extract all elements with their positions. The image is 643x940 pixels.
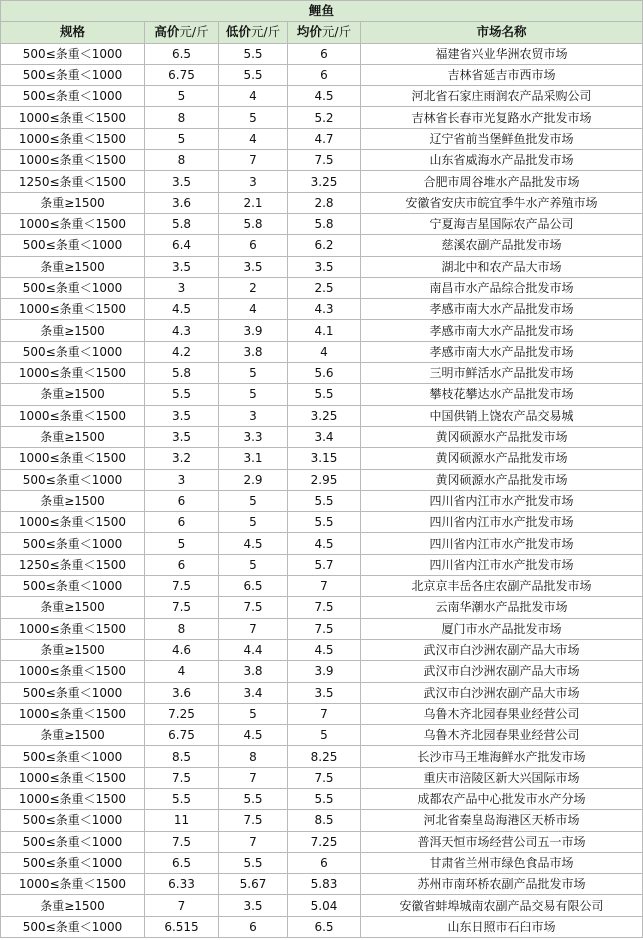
title-row (1, 1, 643, 22)
table-row (1, 916, 643, 937)
high-price-cell: 6.75 (145, 64, 219, 85)
low-price-cell: 5 (219, 107, 288, 128)
market-name-cell: 四川省内江市水产批发市场 (361, 554, 643, 575)
spec-cell: 1000≤条重＜1500 (1, 618, 145, 639)
high-price-cell: 4.5 (145, 299, 219, 320)
high-price-cell: 6.5 (145, 43, 219, 64)
low-price-cell: 4.5 (219, 533, 288, 554)
avg-price-cell: 3.5 (288, 682, 361, 703)
high-price-cell: 5 (145, 86, 219, 107)
market-name-cell: 合肥市周谷堆水产品批发市场 (361, 171, 643, 192)
market-name-cell: 重庆市涪陵区新大兴国际市场 (361, 767, 643, 788)
spec-cell: 500≤条重＜1000 (1, 341, 145, 362)
avg-price-cell: 7.5 (288, 597, 361, 618)
low-price-cell: 2.9 (219, 469, 288, 490)
avg-price-cell: 6.2 (288, 235, 361, 256)
market-name-cell: 长沙市马王堆海鲜水产批发市场 (361, 746, 643, 767)
low-price-cell: 5.5 (219, 43, 288, 64)
market-name-cell: 孝感市南大水产品批发市场 (361, 320, 643, 341)
low-price-cell: 4 (219, 128, 288, 149)
high-price-cell: 11 (145, 810, 219, 831)
table-row (1, 64, 643, 85)
spec-cell: 500≤条重＜1000 (1, 64, 145, 85)
spec-cell: 1000≤条重＜1500 (1, 448, 145, 469)
table-row (1, 682, 643, 703)
low-price-cell: 3.8 (219, 661, 288, 682)
spec-cell: 1000≤条重＜1500 (1, 405, 145, 426)
avg-price-cell: 7.5 (288, 618, 361, 639)
table-row (1, 703, 643, 724)
high-price-cell: 7.25 (145, 703, 219, 724)
high-price-cell: 7.5 (145, 767, 219, 788)
market-name-cell: 武汉市白沙洲农副产品大市场 (361, 639, 643, 660)
low-price-cell: 5 (219, 554, 288, 575)
high-price-cell: 6 (145, 512, 219, 533)
spec-cell: 500≤条重＜1000 (1, 831, 145, 852)
table-row (1, 235, 643, 256)
high-price-cell: 8 (145, 150, 219, 171)
spec-cell: 条重≥1500 (1, 597, 145, 618)
market-name-cell: 攀枝花攀达水产品批发市场 (361, 384, 643, 405)
avg-price-cell: 7.5 (288, 150, 361, 171)
table-row (1, 533, 643, 554)
spec-cell: 500≤条重＜1000 (1, 235, 145, 256)
low-price-cell: 6 (219, 916, 288, 937)
market-name-cell: 湖北中和农产品大市场 (361, 256, 643, 277)
spec-cell: 500≤条重＜1000 (1, 852, 145, 873)
low-price-cell: 4 (219, 86, 288, 107)
table-row (1, 405, 643, 426)
avg-price-cell: 6 (288, 852, 361, 873)
avg-price-cell: 4.5 (288, 86, 361, 107)
market-name-cell: 辽宁省前当堡鲜鱼批发市场 (361, 128, 643, 149)
market-name-cell: 孝感市南大水产品批发市场 (361, 341, 643, 362)
avg-price-cell: 2.5 (288, 277, 361, 298)
spec-cell: 500≤条重＜1000 (1, 576, 145, 597)
avg-price-cell: 7.25 (288, 831, 361, 852)
spec-cell: 条重≥1500 (1, 895, 145, 916)
high-price-cell: 3.5 (145, 256, 219, 277)
low-price-cell: 6 (219, 235, 288, 256)
header-spec: 规格 (1, 22, 145, 43)
spec-cell: 500≤条重＜1000 (1, 533, 145, 554)
low-price-cell: 5 (219, 490, 288, 511)
high-price-cell: 5.5 (145, 788, 219, 809)
avg-price-cell: 7 (288, 576, 361, 597)
spec-cell: 条重≥1500 (1, 426, 145, 447)
high-price-cell: 4.6 (145, 639, 219, 660)
table-row (1, 767, 643, 788)
table-row (1, 384, 643, 405)
low-price-cell: 3 (219, 171, 288, 192)
table-row (1, 86, 643, 107)
table-row (1, 192, 643, 213)
table-row (1, 213, 643, 234)
avg-price-cell: 5.5 (288, 490, 361, 511)
spec-cell: 500≤条重＜1000 (1, 86, 145, 107)
avg-price-cell: 5.5 (288, 384, 361, 405)
table-row (1, 277, 643, 298)
market-name-cell: 普洱天恒市场经营公司五一市场 (361, 831, 643, 852)
spec-cell: 条重≥1500 (1, 639, 145, 660)
low-price-cell: 2.1 (219, 192, 288, 213)
table-row (1, 639, 643, 660)
spec-cell: 500≤条重＜1000 (1, 810, 145, 831)
avg-price-cell: 3.9 (288, 661, 361, 682)
low-price-cell: 7 (219, 831, 288, 852)
high-price-cell: 5 (145, 533, 219, 554)
market-name-cell: 宁夏海吉星国际农产品公司 (361, 213, 643, 234)
high-price-cell: 4.3 (145, 320, 219, 341)
market-name-cell: 河北省秦皇岛海港区天桥市场 (361, 810, 643, 831)
market-name-cell: 黄冈硕源水产品批发市场 (361, 448, 643, 469)
avg-price-cell: 5.5 (288, 788, 361, 809)
spec-cell: 1000≤条重＜1500 (1, 703, 145, 724)
header-avg: 均价元/斤 (288, 22, 361, 43)
market-name-cell: 山东日照市石臼市场 (361, 916, 643, 937)
spec-cell: 500≤条重＜1000 (1, 746, 145, 767)
spec-cell: 1000≤条重＜1500 (1, 299, 145, 320)
market-name-cell: 孝感市南大水产品批发市场 (361, 299, 643, 320)
table-row (1, 299, 643, 320)
table-row (1, 554, 643, 575)
spec-cell: 条重≥1500 (1, 725, 145, 746)
low-price-cell: 4.5 (219, 725, 288, 746)
spec-cell: 1000≤条重＜1500 (1, 767, 145, 788)
market-name-cell: 北京京丰岳各庄农副产品批发市场 (361, 576, 643, 597)
avg-price-cell: 5.6 (288, 363, 361, 384)
avg-price-cell: 3.25 (288, 171, 361, 192)
avg-price-cell: 5.5 (288, 512, 361, 533)
high-price-cell: 5.5 (145, 384, 219, 405)
avg-price-cell: 4 (288, 341, 361, 362)
low-price-cell: 3.1 (219, 448, 288, 469)
high-price-cell: 5.8 (145, 213, 219, 234)
market-name-cell: 吉林省长春市光复路水产批发市场 (361, 107, 643, 128)
table-row (1, 341, 643, 362)
low-price-cell: 5.5 (219, 852, 288, 873)
avg-price-cell: 7.5 (288, 767, 361, 788)
low-price-cell: 7.5 (219, 597, 288, 618)
avg-price-cell: 5.04 (288, 895, 361, 916)
spec-cell: 条重≥1500 (1, 192, 145, 213)
avg-price-cell: 5 (288, 725, 361, 746)
table-row (1, 469, 643, 490)
market-name-cell: 慈溪农副产品批发市场 (361, 235, 643, 256)
high-price-cell: 6 (145, 554, 219, 575)
table-row (1, 661, 643, 682)
avg-price-cell: 5.7 (288, 554, 361, 575)
avg-price-cell: 3.15 (288, 448, 361, 469)
low-price-cell: 5 (219, 703, 288, 724)
spec-cell: 1250≤条重＜1500 (1, 554, 145, 575)
table-row (1, 320, 643, 341)
market-name-cell: 武汉市白沙洲农副产品大市场 (361, 682, 643, 703)
low-price-cell: 7 (219, 618, 288, 639)
high-price-cell: 3.5 (145, 405, 219, 426)
high-price-cell: 6.5 (145, 852, 219, 873)
header-high: 高价元/斤 (145, 22, 219, 43)
table-row (1, 895, 643, 916)
spec-cell: 条重≥1500 (1, 256, 145, 277)
table-row (1, 576, 643, 597)
high-price-cell: 7.5 (145, 576, 219, 597)
spec-cell: 500≤条重＜1000 (1, 916, 145, 937)
low-price-cell: 4.4 (219, 639, 288, 660)
avg-price-cell: 5.8 (288, 213, 361, 234)
market-name-cell: 黄冈硕源水产品批发市场 (361, 469, 643, 490)
avg-price-cell: 4.1 (288, 320, 361, 341)
high-price-cell: 6.4 (145, 235, 219, 256)
spec-cell: 1000≤条重＜1500 (1, 874, 145, 895)
high-price-cell: 6 (145, 490, 219, 511)
high-price-cell: 3.5 (145, 426, 219, 447)
high-price-cell: 8 (145, 618, 219, 639)
spec-cell: 1000≤条重＜1500 (1, 150, 145, 171)
spec-cell: 1000≤条重＜1500 (1, 107, 145, 128)
avg-price-cell: 6 (288, 43, 361, 64)
high-price-cell: 6.33 (145, 874, 219, 895)
spec-cell: 1000≤条重＜1500 (1, 788, 145, 809)
avg-price-cell: 2.95 (288, 469, 361, 490)
spec-cell: 500≤条重＜1000 (1, 277, 145, 298)
avg-price-cell: 8.5 (288, 810, 361, 831)
low-price-cell: 4 (219, 299, 288, 320)
market-name-cell: 苏州市南环桥农副产品批发市场 (361, 874, 643, 895)
avg-price-cell: 7 (288, 703, 361, 724)
header-low: 低价元/斤 (219, 22, 288, 43)
spec-cell: 条重≥1500 (1, 384, 145, 405)
high-price-cell: 3.6 (145, 682, 219, 703)
low-price-cell: 5.5 (219, 788, 288, 809)
avg-price-cell: 3.5 (288, 256, 361, 277)
market-name-cell: 厦门市水产品批发市场 (361, 618, 643, 639)
avg-price-cell: 3.4 (288, 426, 361, 447)
low-price-cell: 2 (219, 277, 288, 298)
table-row (1, 128, 643, 149)
high-price-cell: 3.5 (145, 171, 219, 192)
table-row (1, 363, 643, 384)
market-name-cell: 吉林省延吉市西市场 (361, 64, 643, 85)
spec-cell: 1000≤条重＜1500 (1, 512, 145, 533)
table-row (1, 107, 643, 128)
table-row (1, 874, 643, 895)
high-price-cell: 7 (145, 895, 219, 916)
spec-cell: 条重≥1500 (1, 320, 145, 341)
high-price-cell: 6.75 (145, 725, 219, 746)
spec-cell: 500≤条重＜1000 (1, 43, 145, 64)
avg-price-cell: 4.7 (288, 128, 361, 149)
avg-price-cell: 8.25 (288, 746, 361, 767)
market-name-cell: 乌鲁木齐北园春果业经营公司 (361, 703, 643, 724)
low-price-cell: 6.5 (219, 576, 288, 597)
header-row (1, 22, 643, 43)
spec-cell: 1250≤条重＜1500 (1, 171, 145, 192)
table-row (1, 746, 643, 767)
low-price-cell: 7 (219, 150, 288, 171)
market-name-cell: 甘肃省兰州市绿色食品市场 (361, 852, 643, 873)
avg-price-cell: 3.25 (288, 405, 361, 426)
low-price-cell: 5 (219, 512, 288, 533)
low-price-cell: 3.4 (219, 682, 288, 703)
avg-price-cell: 4.3 (288, 299, 361, 320)
high-price-cell: 5.8 (145, 363, 219, 384)
avg-price-cell: 2.8 (288, 192, 361, 213)
table-row (1, 597, 643, 618)
table-row (1, 426, 643, 447)
header-market: 市场名称 (361, 22, 643, 43)
spec-cell: 1000≤条重＜1500 (1, 128, 145, 149)
high-price-cell: 7.5 (145, 597, 219, 618)
avg-price-cell: 6.5 (288, 916, 361, 937)
spec-cell: 500≤条重＜1000 (1, 469, 145, 490)
high-price-cell: 8 (145, 107, 219, 128)
low-price-cell: 3.5 (219, 256, 288, 277)
market-name-cell: 三明市鲜活水产品批发市场 (361, 363, 643, 384)
high-price-cell: 3 (145, 469, 219, 490)
low-price-cell: 3.9 (219, 320, 288, 341)
high-price-cell: 6.515 (145, 916, 219, 937)
table-row (1, 618, 643, 639)
market-name-cell: 福建省兴业华洲农贸市场 (361, 43, 643, 64)
spec-cell: 1000≤条重＜1500 (1, 363, 145, 384)
table-row (1, 831, 643, 852)
table-row (1, 43, 643, 64)
table-row (1, 490, 643, 511)
market-name-cell: 山东省威海水产品批发市场 (361, 150, 643, 171)
high-price-cell: 3 (145, 277, 219, 298)
low-price-cell: 5.5 (219, 64, 288, 85)
low-price-cell: 7 (219, 767, 288, 788)
low-price-cell: 3.3 (219, 426, 288, 447)
low-price-cell: 7.5 (219, 810, 288, 831)
avg-price-cell: 4.5 (288, 639, 361, 660)
market-name-cell: 南昌市水产品综合批发市场 (361, 277, 643, 298)
market-name-cell: 四川省内江市水产批发市场 (361, 533, 643, 554)
table-row (1, 512, 643, 533)
table-row (1, 810, 643, 831)
avg-price-cell: 5.83 (288, 874, 361, 895)
avg-price-cell: 5.2 (288, 107, 361, 128)
low-price-cell: 3.8 (219, 341, 288, 362)
table-row (1, 852, 643, 873)
market-name-cell: 四川省内江市水产批发市场 (361, 512, 643, 533)
low-price-cell: 8 (219, 746, 288, 767)
table-title: 鲤鱼 (1, 1, 643, 22)
market-name-cell: 成都农产品中心批发市水产分场 (361, 788, 643, 809)
market-name-cell: 中国供销上饶农产品交易城 (361, 405, 643, 426)
low-price-cell: 5.67 (219, 874, 288, 895)
avg-price-cell: 6 (288, 64, 361, 85)
high-price-cell: 3.6 (145, 192, 219, 213)
avg-price-cell: 4.5 (288, 533, 361, 554)
table-row (1, 256, 643, 277)
low-price-cell: 3.5 (219, 895, 288, 916)
market-name-cell: 四川省内江市水产批发市场 (361, 490, 643, 511)
high-price-cell: 7.5 (145, 831, 219, 852)
low-price-cell: 5.8 (219, 213, 288, 234)
market-name-cell: 武汉市白沙洲农副产品大市场 (361, 661, 643, 682)
market-name-cell: 安徽省安庆市皖宜季牛水产养殖市场 (361, 192, 643, 213)
table-row (1, 725, 643, 746)
high-price-cell: 5 (145, 128, 219, 149)
market-name-cell: 乌鲁木齐北园春果业经营公司 (361, 725, 643, 746)
high-price-cell: 8.5 (145, 746, 219, 767)
table-row (1, 150, 643, 171)
market-name-cell: 云南华潮水产品批发市场 (361, 597, 643, 618)
spec-cell: 1000≤条重＜1500 (1, 213, 145, 234)
high-price-cell: 4.2 (145, 341, 219, 362)
high-price-cell: 3.2 (145, 448, 219, 469)
low-price-cell: 5 (219, 363, 288, 384)
table-row (1, 171, 643, 192)
table-row (1, 448, 643, 469)
market-name-cell: 河北省石家庄雨润农产品采购公司 (361, 86, 643, 107)
table-row (1, 788, 643, 809)
high-price-cell: 4 (145, 661, 219, 682)
spec-cell: 1000≤条重＜1500 (1, 661, 145, 682)
market-name-cell: 黄冈硕源水产品批发市场 (361, 426, 643, 447)
market-name-cell: 安徽省蚌埠城南农副产品交易有限公司 (361, 895, 643, 916)
low-price-cell: 3 (219, 405, 288, 426)
spec-cell: 条重≥1500 (1, 490, 145, 511)
spec-cell: 500≤条重＜1000 (1, 682, 145, 703)
low-price-cell: 5 (219, 384, 288, 405)
